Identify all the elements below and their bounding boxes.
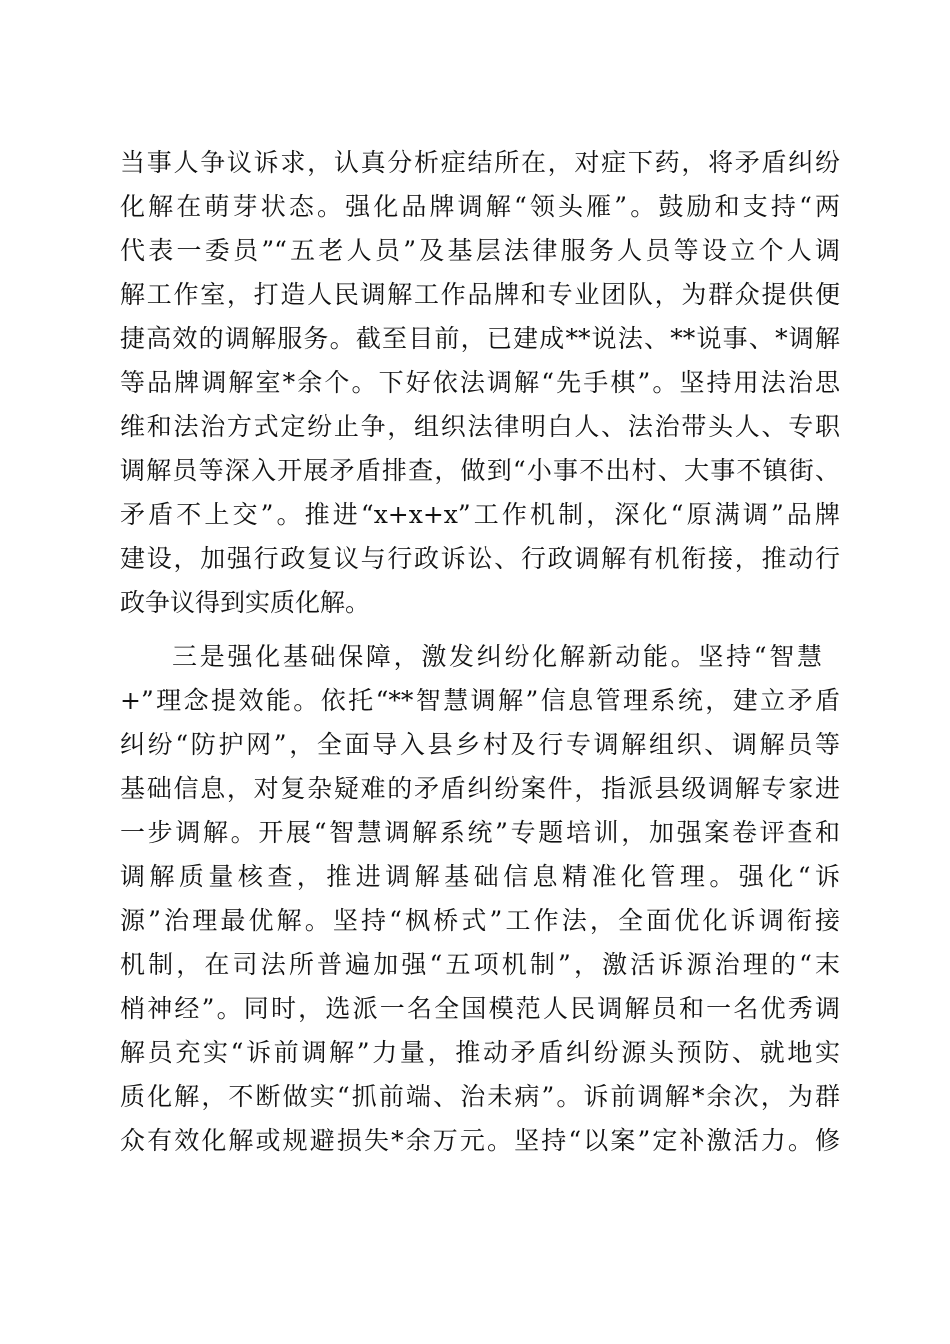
text-line: 捷高效的调解服务。截至目前，已建成**说法、**说事、*调解	[120, 324, 840, 353]
text-line: 一步调解。开展“智慧调解系统”专题培训，加强案卷评查和	[120, 818, 840, 847]
text-line: 梢神经”。同时，选派一名全国模范人民调解员和一名优秀调	[120, 994, 840, 1023]
text-line: 源”治理最优解。坚持“枫桥式”工作法，全面优化诉调衔接	[120, 906, 840, 935]
text-line: 等品牌调解室*余个。下好依法调解“先手棋”。坚持用法治思	[120, 368, 840, 397]
text-line: 矛盾不上交”。推进“x+x+x”工作机制，深化“原满调”品牌	[120, 500, 840, 529]
text-line: 机制，在司法所普遍加强“五项机制”，激活诉源治理的“末	[120, 950, 840, 979]
text-line: 纠纷“防护网”，全面导入县乡村及行专调解组织、调解员等	[120, 730, 840, 759]
text-line: 解员充实“诉前调解”力量，推动矛盾纠纷源头预防、就地实	[120, 1038, 840, 1067]
text-line: 众有效化解或规避损失*余万元。坚持“以案”定补激活力。修	[120, 1126, 840, 1155]
text-line: 维和法治方式定纷止争，组织法律明白人、法治带头人、专职	[120, 412, 840, 441]
text-line: 质化解，不断做实“抓前端、治未病”。诉前调解*余次，为群	[120, 1082, 840, 1111]
text-line: 解工作室，打造人民调解工作品牌和专业团队，为群众提供便	[120, 280, 840, 309]
text-line: 三是强化基础保障，激发纠纷化解新动能。坚持“智慧	[172, 642, 822, 671]
text-line: 代表一委员”“五老人员”及基层法律服务人员等设立个人调	[120, 236, 840, 265]
text-line: 当事人争议诉求，认真分析症结所在，对症下药，将矛盾纠纷	[120, 148, 840, 177]
text-line: 基础信息，对复杂疑难的矛盾纠纷案件，指派县级调解专家进	[120, 774, 840, 803]
text-line: 调解员等深入开展矛盾排查，做到“小事不出村、大事不镇街、	[120, 456, 840, 485]
text-line: 建设，加强行政复议与行政诉讼、行政调解有机衔接，推动行	[120, 544, 840, 573]
text-line: 化解在萌芽状态。强化品牌调解“领头雁”。鼓励和支持“两	[120, 192, 840, 221]
text-line: +”理念提效能。依托“**智慧调解”信息管理系统，建立矛盾	[120, 686, 840, 715]
text-line: 调解质量核查，推进调解基础信息精准化管理。强化“诉	[120, 862, 840, 891]
text-line: 政争议得到实质化解。	[120, 588, 371, 617]
